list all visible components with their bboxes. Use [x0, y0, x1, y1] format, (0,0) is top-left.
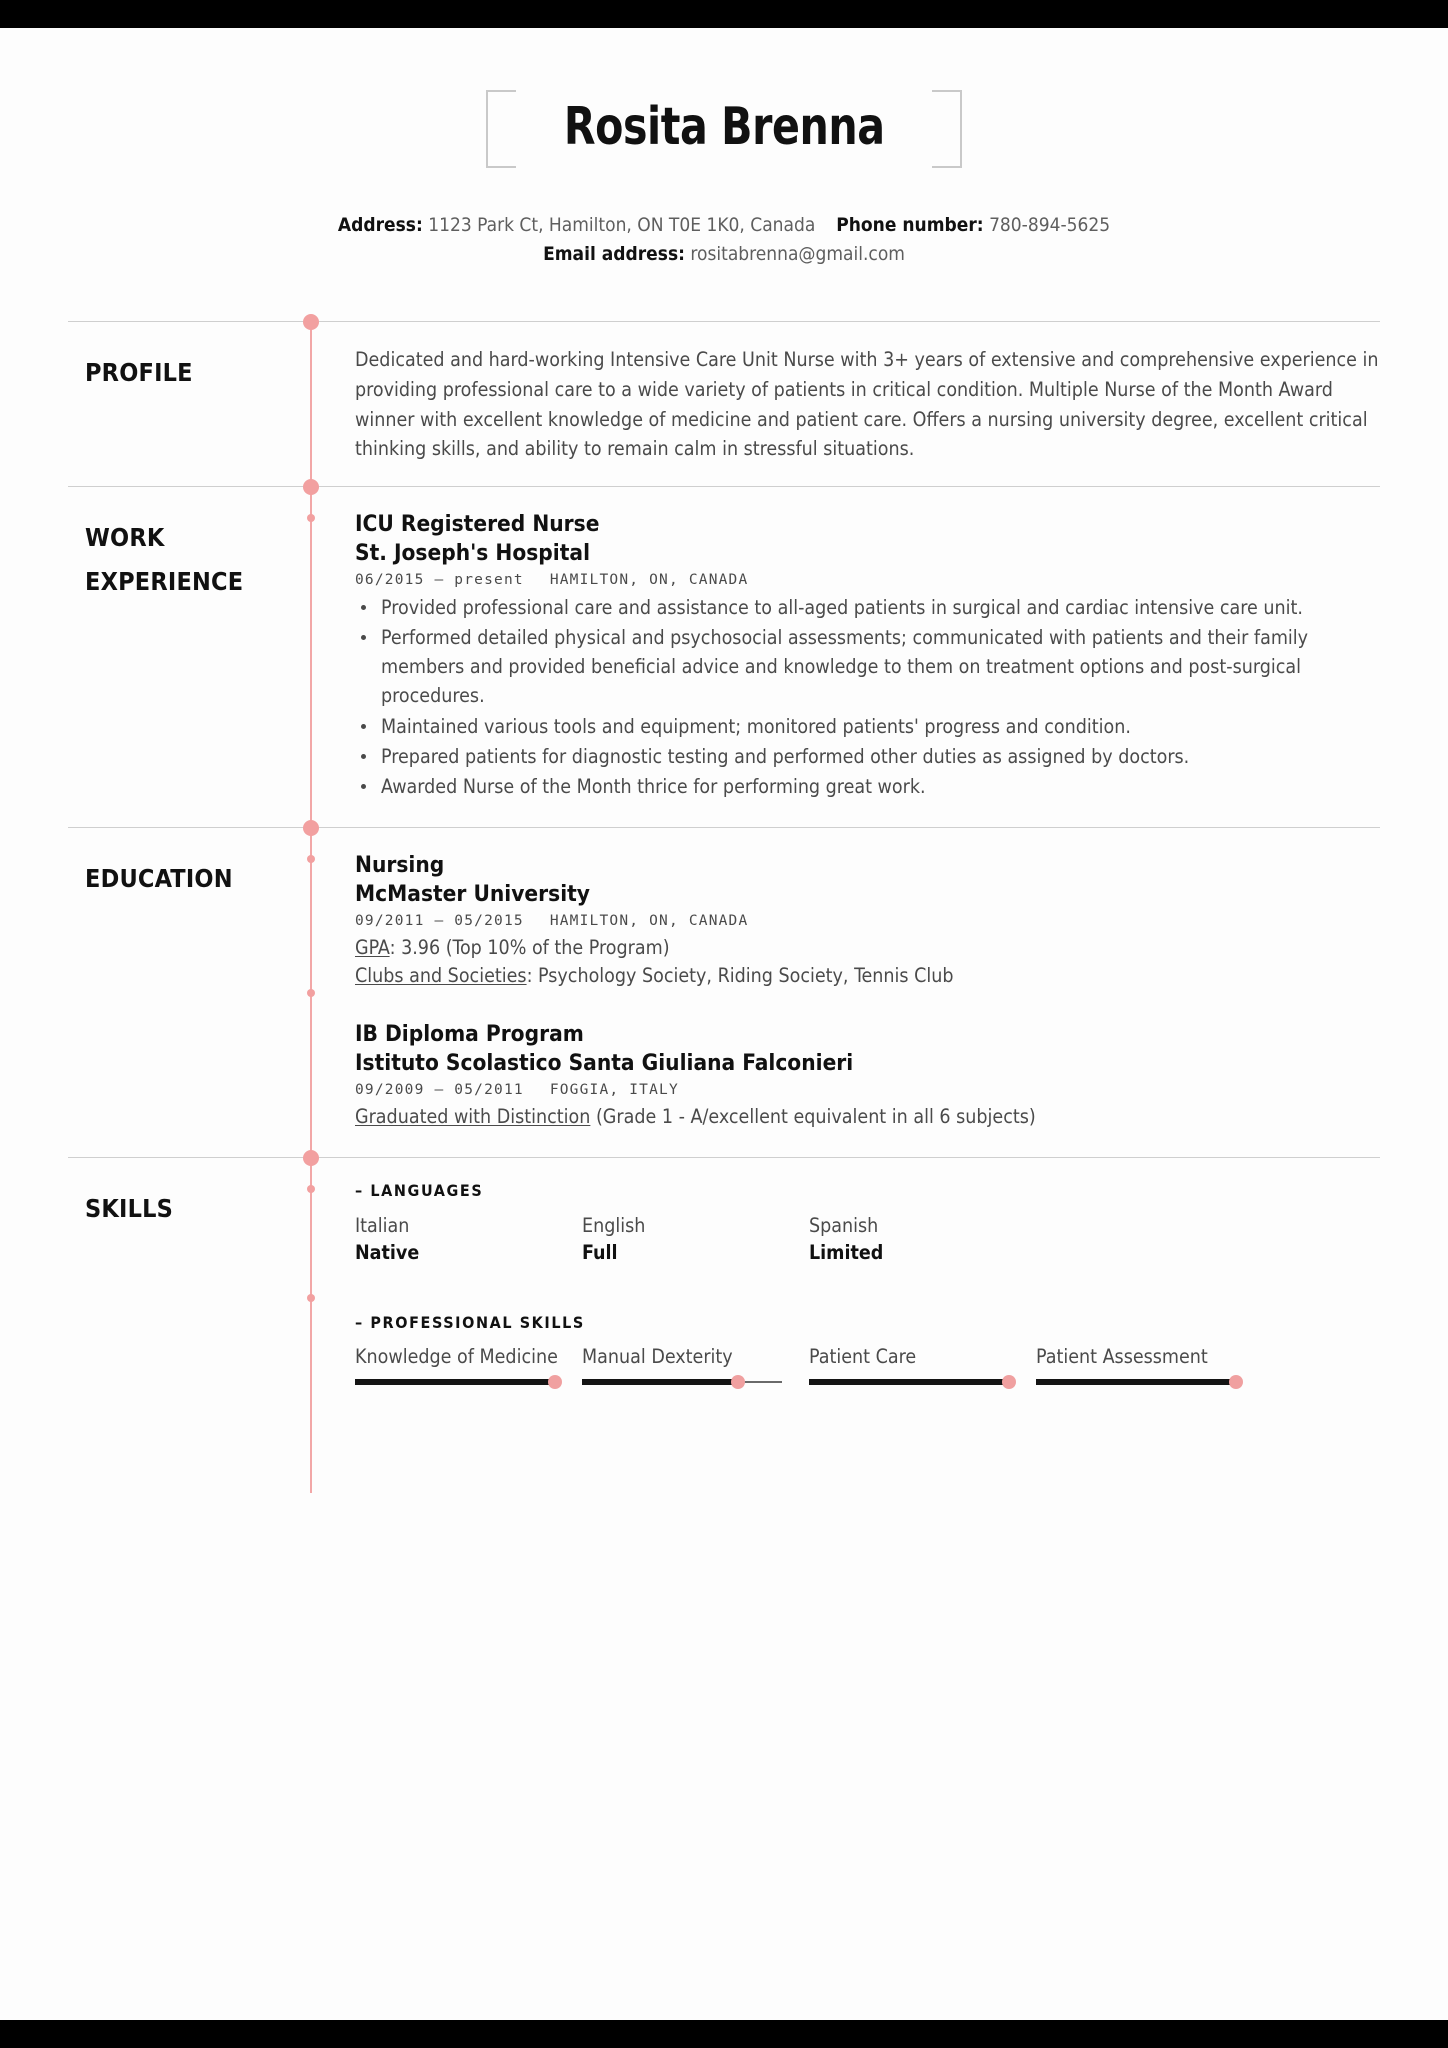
- skill-meter-knob: [1229, 1375, 1243, 1389]
- skill-meter-fill: [582, 1379, 738, 1385]
- section-divider: [68, 486, 1380, 487]
- skill-name: Knowledge of Medicine: [355, 1344, 558, 1368]
- language-level: Full: [582, 1240, 618, 1264]
- job-organization: St. Joseph's Hospital: [355, 539, 590, 566]
- education-entry: [355, 851, 1380, 990]
- skill-meter-fill: [1036, 1379, 1236, 1385]
- education-detail-value: (Grade 1 - A/excellent equivalent in all 6 subjects): [590, 1105, 1036, 1129]
- section-title-skills: SKILLS: [85, 1194, 174, 1224]
- language-name: Spanish: [809, 1214, 879, 1238]
- skill-meter: [809, 1377, 1009, 1387]
- phone-value: 780-894-5625: [989, 213, 1111, 236]
- resume-body: [0, 321, 1448, 1492]
- job-position: ICU Registered Nurse: [355, 510, 600, 537]
- resume-page: [0, 28, 1448, 2020]
- job-dates: 06/2015 – present: [355, 571, 524, 588]
- skill-item: [355, 1345, 582, 1387]
- page-title: Rosita Brenna: [563, 97, 885, 157]
- education-detail: [355, 934, 1380, 962]
- languages-group: [355, 1181, 1380, 1267]
- list-item: Awarded Nurse of the Month thrice for performing great work.: [355, 772, 1380, 801]
- professional-skills-group-title: – PROFESSIONAL SKILLS: [355, 1312, 585, 1332]
- skill-meter: [582, 1377, 782, 1387]
- resume-header: [0, 28, 1448, 269]
- education-organization: Istituto Scolastico Santa Giuliana Falconieri: [355, 1050, 854, 1077]
- skill-meter-knob: [731, 1375, 745, 1389]
- language-level: Native: [355, 1240, 420, 1264]
- skill-meter: [355, 1377, 555, 1387]
- profile-text: Dedicated and hard-working Intensive Care Unit Nurse with 3+ years of extensive and comprehensive experience in providing professional care to a wide variety of patients in critical condition. Multiple Nurse of the Month Award winner with excellent knowledge of medicine and patient care. Offers a nursing university degree, excellent critical thinking skills, and ability to remain calm in stressful situations.: [355, 348, 1379, 461]
- list-item: Provided professional care and assistance to all-aged patients in surgical and cardiac intensive care unit.: [355, 593, 1380, 622]
- bracket-left-icon: [486, 90, 516, 168]
- section-title-education: EDUCATION: [85, 864, 233, 894]
- address-label: Address:: [337, 213, 423, 236]
- timeline-dot-work-entry-1: [307, 514, 315, 522]
- skill-meter-knob: [1002, 1375, 1016, 1389]
- name-block: [486, 90, 962, 169]
- work-entry: [355, 510, 1380, 801]
- education-detail-value: : 3.96 (Top 10% of the Program): [389, 935, 670, 959]
- skills-label-column: [0, 1157, 310, 1493]
- education-location: HAMILTON, ON, CANADA: [549, 912, 749, 929]
- education-meta: [355, 913, 1380, 929]
- education-content: [310, 827, 1448, 1157]
- professional-skills-group: [355, 1313, 1380, 1425]
- education-detail-label: Graduated with Distinction: [355, 1105, 591, 1129]
- education-program: Nursing: [355, 852, 445, 879]
- skill-meter-fill: [809, 1379, 1009, 1385]
- education-organization: McMaster University: [355, 881, 590, 908]
- job-meta: [355, 572, 1380, 588]
- section-title-work-line2: EXPERIENCE: [85, 566, 244, 596]
- section-education: [0, 827, 1448, 1157]
- section-skills: [0, 1157, 1448, 1493]
- skill-meter: [1036, 1377, 1236, 1387]
- work-label-column: [0, 486, 310, 827]
- section-divider: [68, 321, 1380, 322]
- email-value: rositabrenna@gmail.com: [690, 243, 905, 266]
- education-dates: 09/2009 – 05/2011: [355, 1082, 524, 1099]
- education-detail-value: : Psychology Society, Riding Society, Tennis Club: [526, 964, 954, 988]
- bracket-right-icon: [932, 90, 962, 168]
- skill-name: Patient Care: [809, 1344, 917, 1368]
- section-title-profile: PROFILE: [85, 358, 193, 388]
- education-detail-label: Clubs and Societies: [355, 964, 527, 988]
- section-profile: [0, 321, 1448, 486]
- contact-line-2: [0, 240, 1448, 269]
- language-name: English: [582, 1214, 646, 1238]
- education-location: FOGGIA, ITALY: [549, 1082, 679, 1099]
- skill-item: [582, 1345, 809, 1387]
- list-item: Maintained various tools and equipment; monitored patients' progress and condition.: [355, 712, 1380, 741]
- education-detail: [355, 1103, 1380, 1131]
- job-location: HAMILTON, ON, CANADA: [549, 571, 749, 588]
- skill-name: Patient Assessment: [1036, 1344, 1208, 1368]
- job-bullet-list: [355, 593, 1380, 802]
- education-detail-label: GPA: [355, 935, 390, 959]
- contact-line-1: [0, 211, 1448, 240]
- skill-name: Manual Dexterity: [582, 1344, 733, 1368]
- language-level: Limited: [809, 1240, 884, 1264]
- list-item: Prepared patients for diagnostic testing and performed other duties as assigned by doctors.: [355, 742, 1380, 771]
- language-item: [355, 1213, 582, 1267]
- education-program: IB Diploma Program: [355, 1021, 584, 1048]
- skill-item: [809, 1345, 1036, 1387]
- list-item: Performed detailed physical and psychosocial assessments; communicated with patients and their family members and provided beneficial advice and knowledge to them on treatment options and post-surgical procedures.: [355, 623, 1380, 711]
- contact-info: [0, 211, 1448, 270]
- education-detail: [355, 962, 1380, 990]
- skill-meter-fill: [355, 1379, 555, 1385]
- timeline-dot-work: [303, 479, 319, 495]
- languages-grid: [355, 1213, 1380, 1267]
- profile-content: [310, 321, 1448, 486]
- skill-meter-knob: [548, 1375, 562, 1389]
- education-label-column: [0, 827, 310, 1157]
- phone-label: Phone number:: [836, 213, 984, 236]
- address-value: 1123 Park Ct, Hamilton, ON T0E 1K0, Canada: [428, 213, 816, 236]
- work-content: [310, 486, 1448, 827]
- education-meta: [355, 1082, 1380, 1098]
- languages-group-title: – LANGUAGES: [355, 1181, 484, 1201]
- skills-content: [310, 1157, 1448, 1493]
- section-work-experience: [0, 486, 1448, 827]
- section-divider: [68, 827, 1380, 828]
- language-name: Italian: [355, 1214, 410, 1238]
- language-item: [809, 1213, 1036, 1267]
- email-label: Email address:: [543, 243, 685, 266]
- education-entry: [355, 1020, 1380, 1131]
- language-item: [582, 1213, 809, 1267]
- section-title-work-line1: WORK: [85, 522, 165, 552]
- skill-item: [1036, 1345, 1263, 1387]
- profile-label-column: [0, 321, 310, 486]
- professional-skills-grid: [355, 1345, 1380, 1425]
- education-dates: 09/2011 – 05/2015: [355, 912, 524, 929]
- section-divider: [68, 1157, 1380, 1158]
